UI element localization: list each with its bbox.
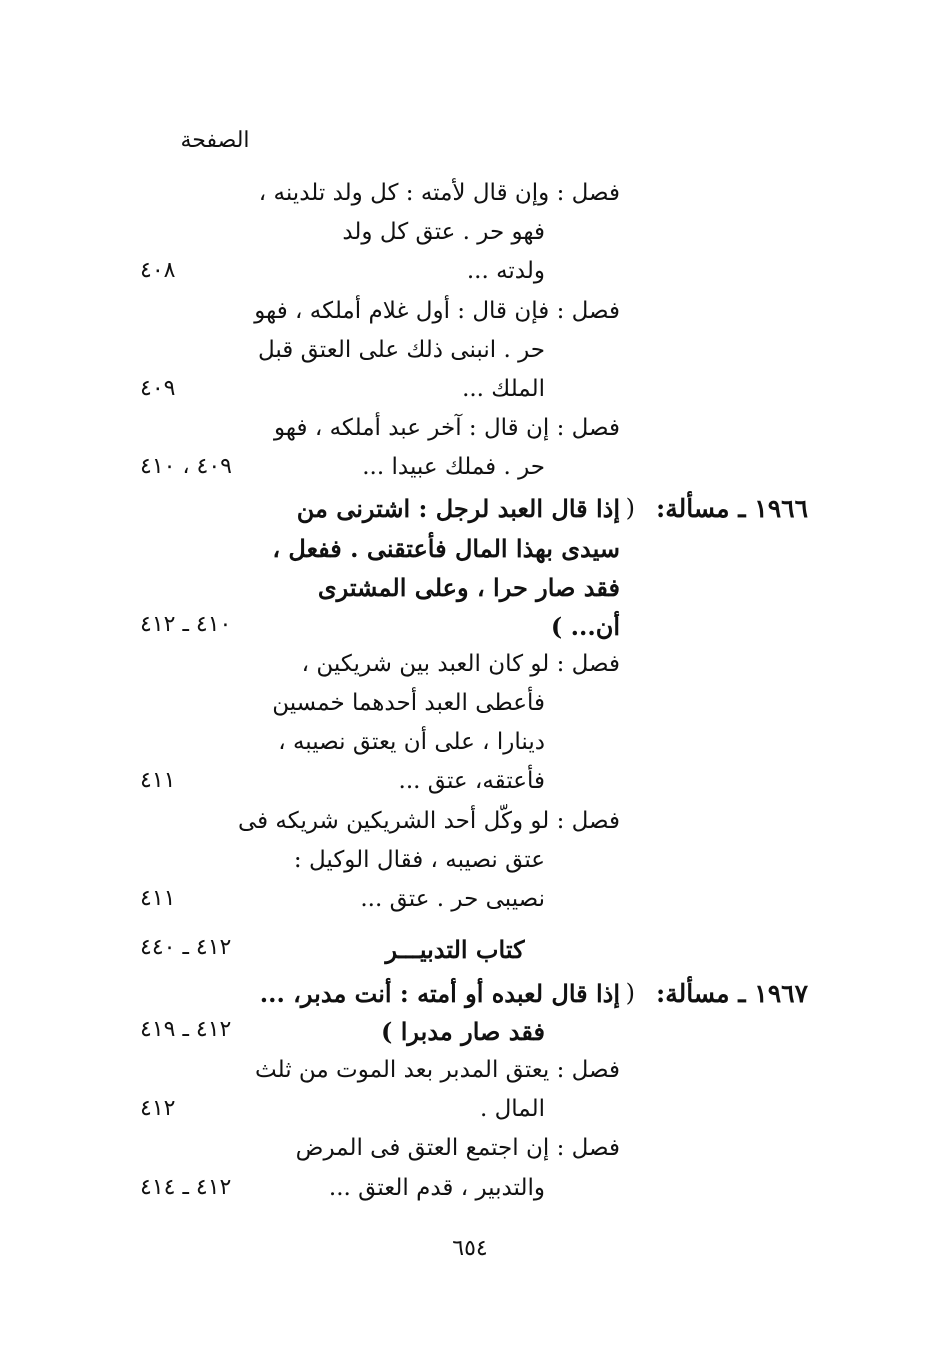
entry-text: فصل : إن قال : آخر عبد أملكه ، فهو [274, 415, 620, 441]
entry-pages: ٤١١ [140, 886, 176, 911]
index-line [0, 651, 940, 691]
entry-text: حر . فملك عبيدا ... [362, 454, 545, 480]
entry-text: فصل : إن اجتمع العتق فى المرض [295, 1135, 620, 1161]
index-line [0, 1135, 940, 1175]
masala-text: فقد صار حرا ، وعلى المشترى [317, 573, 620, 602]
entry-text: نصيبى حر . عتق ... [360, 886, 545, 912]
index-line [0, 258, 940, 298]
entry-text: والتدبير ، قدم العتق ... [328, 1175, 545, 1201]
entry-text: فصل : فإن قال : أول غلام أملكه ، فهو [254, 298, 620, 324]
masala-1967-label: ١٩٦٧ ـ مسألة: [655, 979, 808, 1008]
masala-text: سيدى بهذا المال فأعتقنى . ففعل ، [272, 534, 620, 563]
index-line [0, 886, 940, 926]
masala-1966-line [0, 612, 940, 652]
masala-pages: ٤١٠ ـ ٤١٢ [140, 612, 232, 637]
index-line [0, 690, 940, 730]
entry-pages: ٤١١ [140, 768, 176, 793]
book-title: كتاب التدبيـــر [385, 935, 525, 964]
entry-pages: ٤٠٨ [140, 258, 176, 283]
entry-text: فهو حر . عتق كل ولد [342, 219, 545, 245]
book-pages: ٤١٢ ـ ٤٤٠ [140, 935, 232, 960]
index-line [0, 768, 940, 808]
masala-1966-line [0, 494, 940, 534]
masala-1966-label: ١٩٦٦ ـ مسألة: [655, 494, 808, 523]
index-line [0, 415, 940, 455]
masala-1966-paren: ( [625, 494, 635, 522]
entry-pages: ٤٠٩ ، ٤١٠ [140, 454, 232, 479]
masala-text: إذا قال لعبده أو أمته : أنت مدبر، ... [259, 979, 620, 1008]
entry-text: فأعتقه، عتق ... [398, 768, 545, 794]
entry-text: حر . انبنى ذلك على العتق قبل [257, 337, 545, 363]
page-number: ٦٥٤ [452, 1236, 488, 1261]
entry-text: فأعطى العبد أحدهما خمسين [272, 690, 545, 716]
index-line [0, 298, 940, 338]
index-line [0, 1096, 940, 1136]
entry-text: فصل : لو كان العبد بين شريكين ، [301, 651, 620, 677]
book-heading-line [0, 935, 940, 975]
entry-text: فصل : يعتق المدبر بعد الموت من ثلث [255, 1057, 620, 1083]
index-line [0, 454, 940, 494]
index-line [0, 1175, 940, 1215]
entry-pages: ٤١٢ ـ ٤١٤ [140, 1175, 232, 1200]
index-line [0, 847, 940, 887]
entry-pages: ٤١٢ [140, 1096, 176, 1121]
masala-text: إذا قال العبد لرجل : اشترنى من [296, 494, 620, 523]
index-line [0, 1057, 940, 1097]
entry-text: دينارا ، على أن يعتق نصيبه ، [278, 729, 545, 755]
masala-1966-line [0, 573, 940, 613]
index-line [0, 337, 940, 377]
entry-text: فصل : لو وكّل أحد الشريكين شريكه فى [237, 808, 620, 834]
entry-text: الملك ... [462, 376, 545, 402]
masala-1967-paren: ( [625, 979, 635, 1007]
entry-text: المال . [479, 1096, 545, 1122]
index-line [0, 808, 940, 848]
masala-pages: ٤١٢ ـ ٤١٩ [140, 1017, 232, 1042]
masala-text: فقد صار مدبرا ) [381, 1017, 545, 1046]
entry-text: عتق نصيبه ، فقال الوكيل : [293, 847, 545, 873]
masala-1967-line [0, 1017, 940, 1057]
masala-1967-line [0, 979, 940, 1019]
index-line [0, 219, 940, 259]
index-line [0, 729, 940, 769]
index-line [0, 180, 940, 220]
entry-pages: ٤٠٩ [140, 376, 176, 401]
entry-text: ولدته ... [466, 258, 545, 284]
pages-column-header: الصفحة [180, 128, 250, 153]
entry-text: فصل : وإن قال لأمته : كل ولد تلدينه ، [258, 180, 620, 206]
index-line [0, 376, 940, 416]
masala-text: أن... ) [550, 612, 620, 641]
masala-1966-line [0, 534, 940, 574]
